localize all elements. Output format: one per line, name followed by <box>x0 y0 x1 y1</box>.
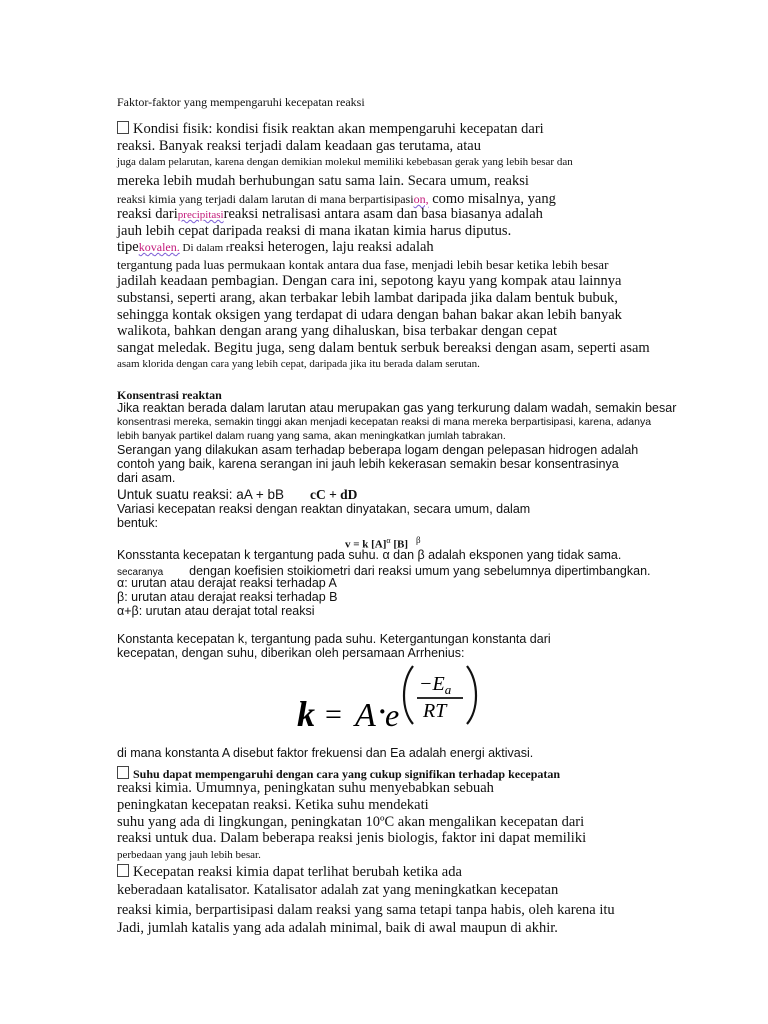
catalyst-line-4: Jadi, jumlah katalis yang ada adalah minimal, baik di awal maupun di akhir. <box>117 920 558 936</box>
temperature-line-4: reaksi untuk dua. Dalam beberapa reaksi jenis biologis, faktor ini dapat memiliki <box>117 830 587 846</box>
checkbox-bullet-icon <box>117 766 129 779</box>
concentration-line-11: α: urutan atau derajat reaksi terhadap A <box>117 576 337 590</box>
physical-line-5: reaksi kimia yang terjadi dalam larutan di mana berpartisipasion, como misalnya, yang <box>117 191 556 207</box>
concentration-line-7: Variasi kecepatan reaksi dengan reaktan dinyatakan, secara umum, dalam <box>117 502 531 516</box>
concentration-line-9: Konsstanta kecepatan k tergantung pada suhu. α dan β adalah eksponen yang tidak sama. <box>117 548 622 562</box>
arrhenius-dot: · <box>378 697 387 726</box>
arrhenius-equals: = <box>325 698 342 731</box>
concentration-line-12: β: urutan atau derajat reaksi terhadap B <box>117 590 338 604</box>
concentration-line-3: lebih banyak partikel dalam ruang yang sama, akan meningkatkan jumlah tabrakan. <box>117 430 506 442</box>
physical-line-10: jadilah keadaan pembagian. Dengan cara ini, sepotong kayu yang kompak atau lainnya <box>117 273 622 289</box>
concentration-line-5: contoh yang baik, karena serangan ini jauh lebih kekerasan semakin besar konsentrasinya <box>117 457 619 471</box>
catalyst-line-1: Kecepatan reaksi kimia dapat terlihat berubah ketika ada <box>117 864 462 881</box>
physical-line-6: reaksi dariprecipitasireaksi netralisasi antara asam dan basa biasanya adalah <box>117 206 543 222</box>
checkbox-bullet-icon <box>117 121 129 134</box>
reaction-equation: Untuk suatu reaksi: aA + bB cC + dD <box>117 487 358 502</box>
temperature-line-2: peningkatan kecepatan reaksi. Ketika suhu mendekati <box>117 797 429 813</box>
arrhenius-numerator: $-E_a$ <box>419 673 452 697</box>
rate-law: v = k $[A]^\alpha$ [B] $^\beta$ <box>345 535 421 551</box>
physical-line-11: substansi, seperti arang, akan terbakar lebih lambat daripada jika dalam bentuk bubuk, <box>117 290 618 306</box>
arrhenius-denominator: RT <box>423 700 447 722</box>
temperature-line-1: reaksi kimia. Umumnya, peningkatan suhu menyebabkan sebuah <box>117 780 494 796</box>
physical-line-7: jauh lebih cepat daripada reaksi di mana ikatan kimia harus diputus. <box>117 223 512 239</box>
concentration-line-8: bentuk: <box>117 516 159 530</box>
physical-line-9: tergantung pada luas permukaan kontak antara dua fase, menjadi lebih besar ketika lebih besar <box>117 257 609 272</box>
physical-line-1: Kondisi fisik: kondisi fisik reaktan akan mempengaruhi kecepatan dari <box>117 121 544 138</box>
physical-line-13: walikota, bahkan dengan arang yang dihaluskan, bisa terbakar dengan cepat <box>117 323 558 339</box>
temperature-heading: Suhu dapat mempengaruhi dengan cara yang cukup signifikan terhadap kecepatan <box>117 766 560 782</box>
concentration-line-15: kecepatan, dengan suhu, diberikan oleh persamaan Arrhenius: <box>117 646 465 660</box>
highlighted-word: precipitasi <box>177 209 224 221</box>
arrhenius-equation <box>295 660 525 742</box>
left-paren-icon <box>404 666 413 724</box>
concentration-line-10: secaranya dengan koefisien stoikiometri dari reaksi umum yang sebelumnya dipertimbangkan. <box>117 564 651 578</box>
checkbox-bullet-icon <box>117 864 129 877</box>
arrhenius-e: e <box>385 697 400 733</box>
concentration-line-14: Konstanta kecepatan k, tergantung pada suhu. Ketergantungan konstanta dari <box>117 632 551 646</box>
highlighted-word: kovalen. <box>138 240 180 254</box>
catalyst-line-3: reaksi kimia, berpartisipasi dalam reaksi yang sama tetapi tanpa habis, oleh karena itu <box>117 902 615 918</box>
temperature-line-3: suhu yang ada di lingkungan, peningkatan 10ºC akan mengalikan kecepatan dari <box>117 814 585 830</box>
concentration-heading: Konsentrasi reaktan <box>117 388 222 402</box>
concentration-line-4: Serangan yang dilakukan asam terhadap beberapa logam dengan pelepasan hidrogen adalah <box>117 443 639 457</box>
arrhenius-A: A <box>355 697 376 734</box>
concentration-line-6: dari asam. <box>117 471 176 485</box>
temperature-line-5: perbedaan yang jauh lebih besar. <box>117 849 261 861</box>
physical-line-4: mereka lebih mudah berhubungan satu sama lain. Secara umum, reaksi <box>117 173 529 189</box>
catalyst-line-2: keberadaan katalisator. Katalisator adalah zat yang meningkatkan kecepatan <box>117 882 559 898</box>
arrhenius-k: k <box>297 694 315 734</box>
physical-line-8: tipekovalen. Di dalam rreaksi heterogen, laju reaksi adalah <box>117 239 434 255</box>
physical-line-3: juga dalam pelarutan, karena dengan demikian molekul memiliki kebebasan gerak yang lebih besar dan <box>117 156 573 168</box>
concentration-line-1: Jika reaktan berada dalam larutan atau merupakan gas yang terkurung dalam wadah, semakin besar <box>117 401 677 415</box>
concentration-line-2: konsentrasi mereka, semakin tinggi akan menjadi kecepatan reaksi di mana mereka berpartisipasi, karena, adanya <box>117 416 652 428</box>
physical-line-14: sangat meledak. Begitu juga, seng dalam bentuk serbuk bereaksi dengan asam, seperti asam <box>117 340 650 356</box>
concentration-line-16: di mana konstanta A disebut faktor frekuensi dan Ea adalah energi aktivasi. <box>117 746 534 760</box>
concentration-line-13: α+β: urutan atau derajat total reaksi <box>117 604 315 618</box>
physical-line-12: sehingga kontak oksigen yang terdapat di udara dengan bahan bakar akan lebih banyak <box>117 307 622 323</box>
highlighted-word: on, <box>413 192 429 206</box>
right-paren-icon <box>467 666 476 724</box>
physical-line-2: reaksi. Banyak reaksi terjadi dalam keadaan gas terutama, atau <box>117 138 481 154</box>
page-title: Faktor-faktor yang mempengaruhi kecepatan reaksi <box>117 95 365 109</box>
physical-line-15: asam klorida dengan cara yang lebih cepat, daripada jika itu berada dalam serutan. <box>117 358 480 370</box>
